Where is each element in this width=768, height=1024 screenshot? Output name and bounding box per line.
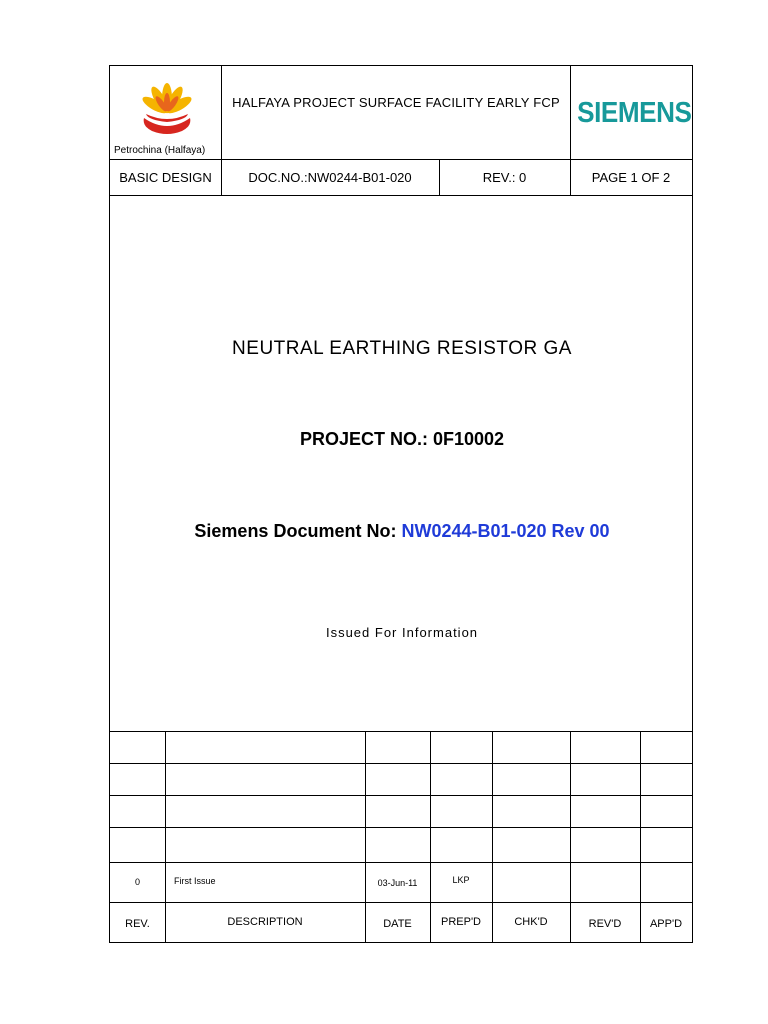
divider — [221, 66, 222, 159]
col-revd-header: REV'D — [588, 918, 622, 930]
col-appd-header: APP'D — [649, 918, 683, 930]
divider — [110, 862, 692, 863]
siemens-doc-value: NW0244-B01-020 Rev 00 — [401, 521, 610, 541]
document-title: NEUTRAL EARTHING RESISTOR GA — [232, 338, 572, 359]
siemens-document-number — [110, 521, 694, 542]
siemens-doc-label: Siemens Document No: — [194, 521, 402, 541]
divider — [110, 795, 692, 796]
divider — [570, 66, 571, 159]
date-cell: 03-Jun-11 — [377, 878, 418, 888]
project-number: PROJECT NO.: 0F10002 — [299, 429, 505, 449]
col-description-header: DESCRIPTION — [227, 916, 303, 928]
document-sheet — [109, 65, 693, 943]
rev-cell: 0 — [134, 877, 140, 887]
divider — [110, 763, 692, 764]
client-logo-cell — [110, 66, 221, 159]
divider — [110, 195, 692, 196]
col-date-header: DATE — [383, 918, 412, 930]
col-rev-header: REV. — [125, 918, 150, 930]
col-chkd-header: CHK'D — [514, 916, 548, 928]
divider — [110, 159, 692, 160]
col-prepd-header: PREP'D — [441, 916, 481, 928]
project-title: HALFAYA PROJECT SURFACE FACILITY EARLY FCP — [232, 95, 560, 110]
petrochina-logo-icon — [136, 76, 198, 134]
siemens-logo: SIEMENS — [577, 97, 692, 129]
page-indicator: PAGE 1 OF 2 — [591, 170, 671, 185]
client-name: Petrochina (Halfaya) — [114, 145, 206, 156]
description-cell: First Issue — [174, 876, 216, 886]
doc-number: DOC.NO.:NW0244-B01-020 — [248, 170, 412, 185]
revision-number: REV.: 0 — [482, 170, 527, 185]
issue-status: Issued For Information — [325, 625, 479, 640]
divider — [110, 731, 692, 732]
design-phase: BASIC DESIGN — [119, 170, 212, 185]
prepared-by-cell: LKP — [452, 875, 470, 885]
divider — [110, 827, 692, 828]
divider — [110, 902, 692, 903]
